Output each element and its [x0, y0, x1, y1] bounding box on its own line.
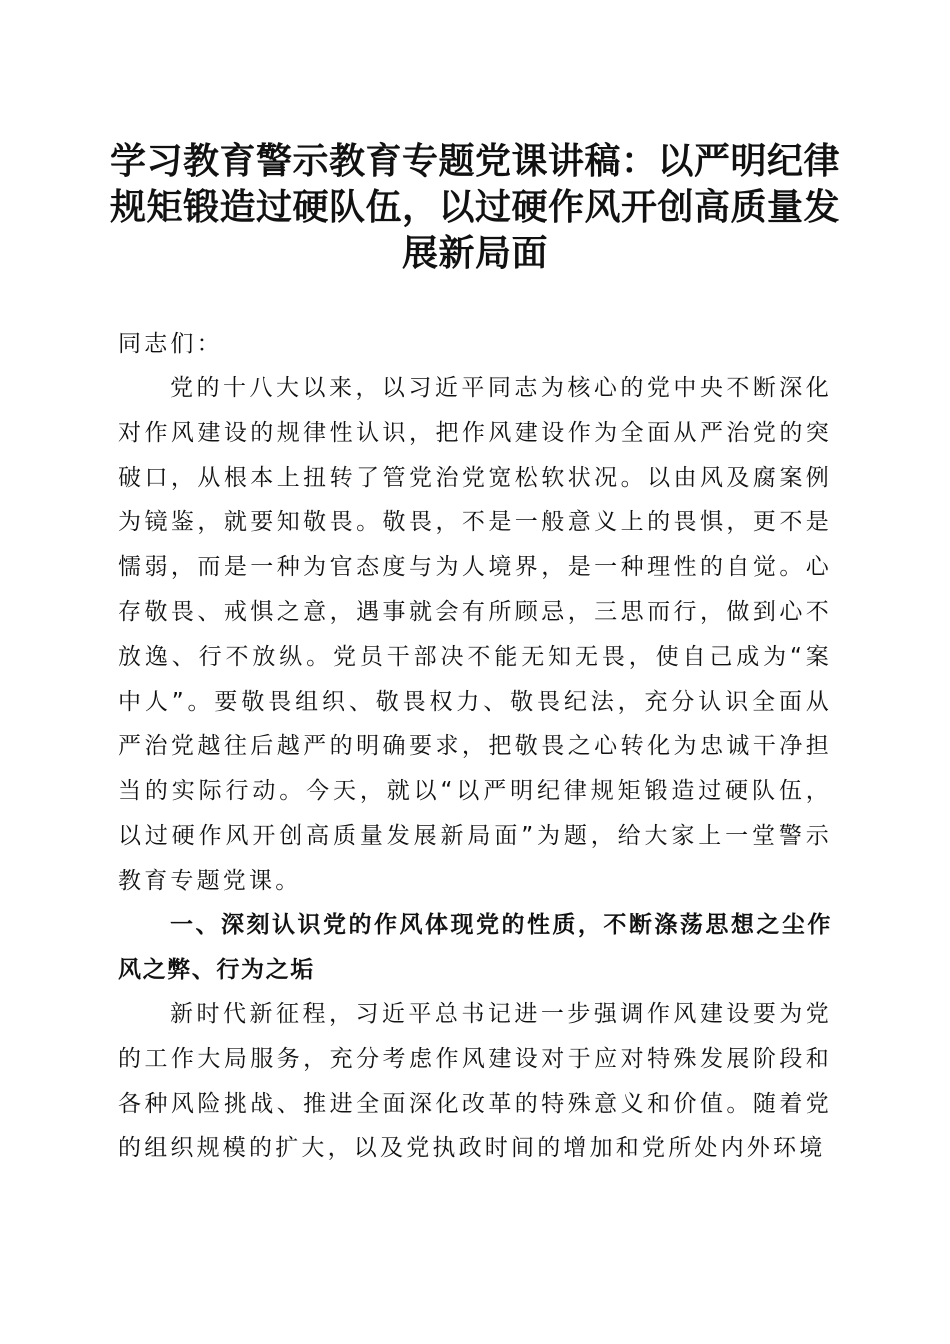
body-paragraph-1: 党的十八大以来，以习近平同志为核心的党中央不断深化对作风建设的规律性认识，把作风建设作为全面从严治党的突破口，从根本上扭转了管党治党宽松软状况。以由风及腐案例为镜鉴，就要知敬畏。敬畏，不是一般意义上的畏惧，更不是懦弱，而是一种为官态度与为人境界，是一种理性的自觉。心存敬畏、戒惧之意，遇事就会有所顾忌，三思而行，做到心不放逸、行不放纵。党员干部决不能无知无畏，使自己成为“案中人”。要敬畏组织、敬畏权力、敬畏纪法，充分认识全面从严治党越往后越严的明确要求，把敬畏之心转化为忠诚干净担当的实际行动。今天，就以“以严明纪律规矩锻造过硬队伍，以过硬作风开创高质量发展新局面”为题，给大家上一堂警示教育专题党课。: [118, 375, 832, 894]
body-paragraph-2: 新时代新征程，习近平总书记进一步强调作风建设要为党的工作大局服务，充分考虑作风建设对于应对特殊发展阶段和各种风险挑战、推进全面深化改革的特殊意义和价值。随着党的组织规模的扩大，以及党执政时间的增加和党所处内外环境: [118, 1001, 832, 1162]
document-title: 学习教育警示教育专题党课讲稿：以严明纪律规矩锻造过硬队伍，以过硬作风开创高质量发展新局面: [109, 140, 840, 274]
section-heading-1: 一、深刻认识党的作风体现党的性质，不断涤荡思想之尘作风之弊、行为之垢: [118, 912, 832, 983]
salutation: 同志们：: [118, 331, 223, 357]
